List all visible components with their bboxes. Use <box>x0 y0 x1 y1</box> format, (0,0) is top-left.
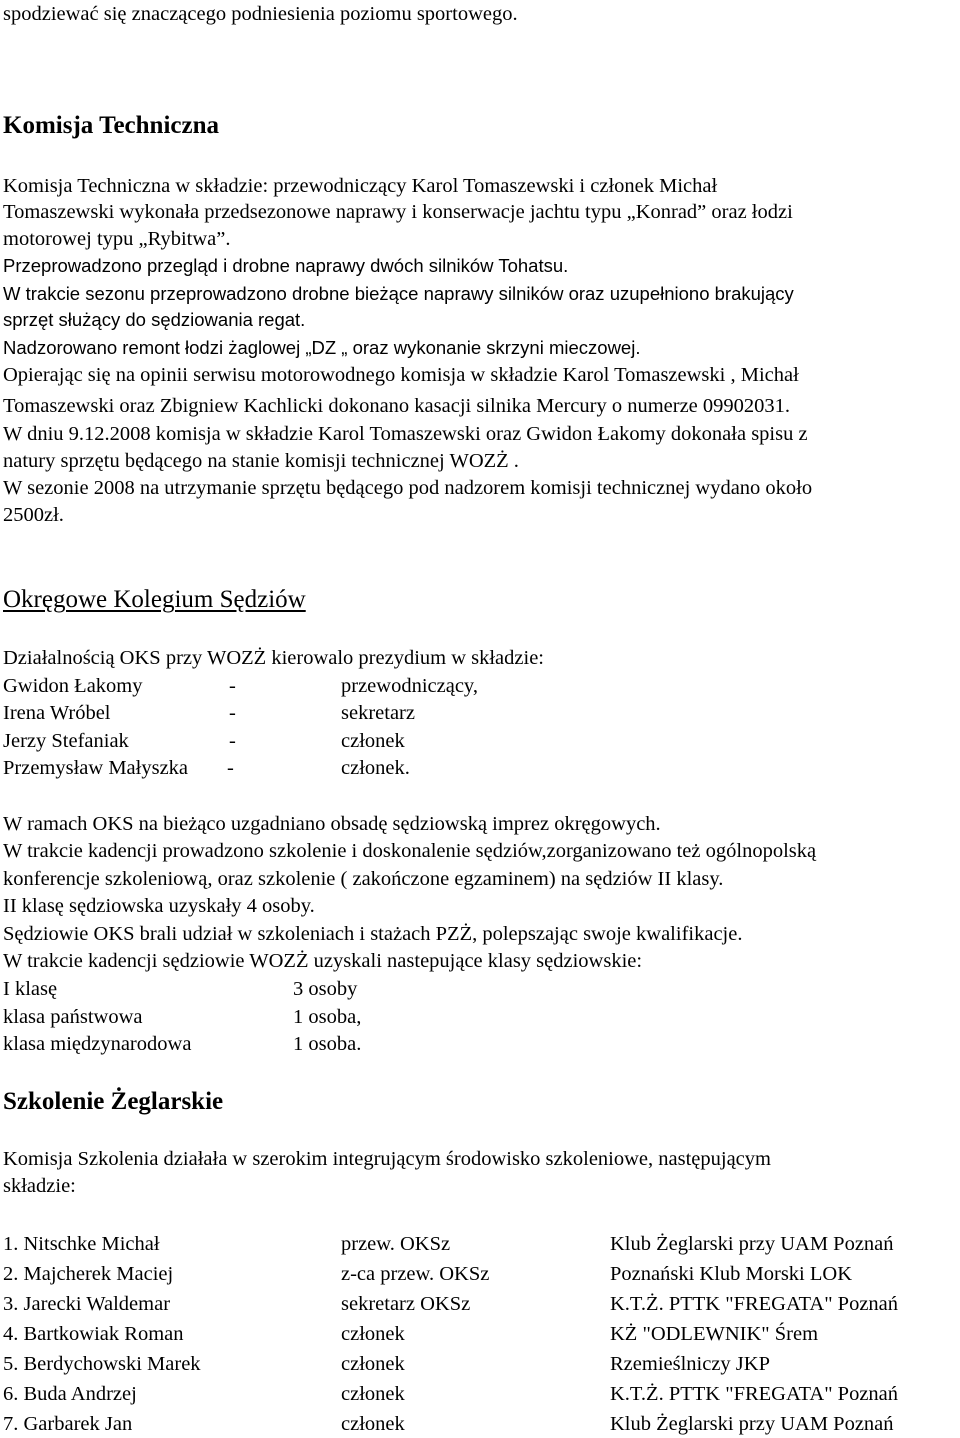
technical-line: natury sprzętu będącego na stanie komisji technicznej WOZŻ . <box>3 450 519 472</box>
technical-line: W dniu 9.12.2008 komisja w składzie Karol Tomaszewski oraz Gwidon Łakomy dokonała spisu z <box>3 423 808 445</box>
judge-member-role: członek <box>341 730 405 752</box>
sailing-member-name: 6. Buda Andrzej <box>3 1383 137 1405</box>
judge-class-label: klasa międzynarodowa <box>3 1033 192 1055</box>
sailing-member-role: członek <box>341 1353 405 1375</box>
technical-line: W trakcie sezonu przeprowadzono drobne bieżące naprawy silników oraz uzupełniono brakujący <box>3 283 794 304</box>
sailing-member-club: Rzemieślniczy JKP <box>610 1353 770 1375</box>
sailing-member-role: członek <box>341 1383 405 1405</box>
sailing-member-name: 5. Berdychowski Marek <box>3 1353 201 1375</box>
judge-class-count: 1 osoba, <box>293 1006 362 1028</box>
sailing-member-name: 7. Garbarek Jan <box>3 1413 133 1435</box>
judge-class-label: I klasę <box>3 978 58 1000</box>
sailing-member-role: sekretarz OKSz <box>341 1293 471 1315</box>
section-heading-sailing: Szkolenie Żeglarskie <box>3 1088 224 1115</box>
judge-class-count: 3 osoby <box>293 978 358 1000</box>
judge-member-name: Przemysław Małyszka <box>3 757 189 779</box>
judges-line: II klasę sędziowska uzyskały 4 osoby. <box>3 895 315 917</box>
sailing-member-name: 1. Nitschke Michał <box>3 1233 160 1255</box>
section-heading-judges: Okręgowe Kolegium Sędziów <box>3 586 306 613</box>
judge-member-name: Gwidon Łakomy <box>3 675 143 697</box>
judge-member-role: sekretarz <box>341 702 415 724</box>
sailing-member-name: 3. Jarecki Waldemar <box>3 1293 171 1315</box>
judge-member-name: Irena Wróbel <box>3 702 111 724</box>
sailing-member-role: z-ca przew. OKSz <box>341 1263 490 1285</box>
technical-line: Tomaszewski oraz Zbigniew Kachlicki dokonano kasacji silnika Mercury o numerze 09902031. <box>3 395 791 417</box>
judge-class-label: klasa państwowa <box>3 1006 143 1028</box>
judges-line: W trakcie kadencji prowadzono szkolenie i doskonalenie sędziów,zorganizowano też ogólnopolską <box>3 840 817 862</box>
technical-line: Komisja Techniczna w składzie: przewodniczący Karol Tomaszewski i członek Michał <box>3 175 718 197</box>
judges-line: konferencje szkoleniową, oraz szkolenie ( zakończone egzaminem) na sędziów II klasy. <box>3 868 724 890</box>
sailing-intro-line: Komisja Szkolenia działała w szerokim integrującym środowisko szkoleniowe, następującym <box>3 1148 771 1170</box>
judges-line: W ramach OKS na bieżąco uzgadniano obsadę sędziowską imprez okręgowych. <box>3 813 661 835</box>
technical-line: Nadzorowano remont łodzi żaglowej „DZ „ oraz wykonanie skrzyni mieczowej. <box>3 337 641 358</box>
technical-line: 2500zł. <box>3 504 64 526</box>
judge-member-name: Jerzy Stefaniak <box>3 730 129 752</box>
sailing-member-name: 2. Majcherek Maciej <box>3 1263 174 1285</box>
technical-line: Tomaszewski wykonała przedsezonowe naprawy i konserwacje jachtu typu „Konrad” oraz łodzi <box>3 201 793 223</box>
sailing-member-club: Poznański Klub Morski LOK <box>610 1263 853 1285</box>
judge-member-role: członek. <box>341 757 410 779</box>
judge-member-dash: - <box>229 702 236 724</box>
sailing-member-role: przew. OKSz <box>341 1233 451 1255</box>
judge-member-role: przewodniczący, <box>341 675 478 697</box>
sailing-member-club: Klub Żeglarski przy UAM Poznań <box>610 1413 894 1435</box>
intro-text: spodziewać się znaczącego podniesienia poziomu sportowego. <box>3 3 518 25</box>
sailing-member-role: członek <box>341 1323 405 1345</box>
sailing-member-club: KŻ "ODLEWNIK" Śrem <box>610 1323 819 1345</box>
sailing-member-club: Klub Żeglarski przy UAM Poznań <box>610 1233 894 1255</box>
sailing-member-club: K.T.Ż. PTTK "FREGATA" Poznań <box>610 1383 899 1405</box>
judge-member-dash: - <box>229 675 236 697</box>
judges-intro: Działalnością OKS przy WOZŻ kierowalo prezydium w składzie: <box>3 647 544 669</box>
technical-line: W sezonie 2008 na utrzymanie sprzętu będącego pod nadzorem komisji technicznej wydano około <box>3 477 813 499</box>
technical-line: Przeprowadzono przegląd i drobne naprawy dwóch silników Tohatsu. <box>3 255 569 276</box>
judges-line: W trakcie kadencji sędziowie WOZŻ uzyskali nastepujące klasy sędziowskie: <box>3 950 643 972</box>
judge-class-count: 1 osoba. <box>293 1033 362 1055</box>
technical-line: Opierając się na opinii serwisu motorowodnego komisja w składzie Karol Tomaszewski , Michał <box>3 364 799 386</box>
sailing-member-role: członek <box>341 1413 405 1435</box>
technical-line: sprzęt służący do sędziowania regat. <box>3 309 306 330</box>
judges-line: Sędziowie OKS brali udział w szkoleniach i stażach PZŻ, polepszając swoje kwalifikacje. <box>3 923 743 945</box>
judge-member-dash: - <box>227 757 234 779</box>
sailing-member-club: K.T.Ż. PTTK "FREGATA" Poznań <box>610 1293 899 1315</box>
sailing-member-name: 4. Bartkowiak Roman <box>3 1323 184 1345</box>
judge-member-dash: - <box>229 730 236 752</box>
section-heading-technical: Komisja Techniczna <box>3 112 219 139</box>
sailing-intro-line: składzie: <box>3 1175 76 1197</box>
technical-line: motorowej typu „Rybitwa”. <box>3 228 231 250</box>
